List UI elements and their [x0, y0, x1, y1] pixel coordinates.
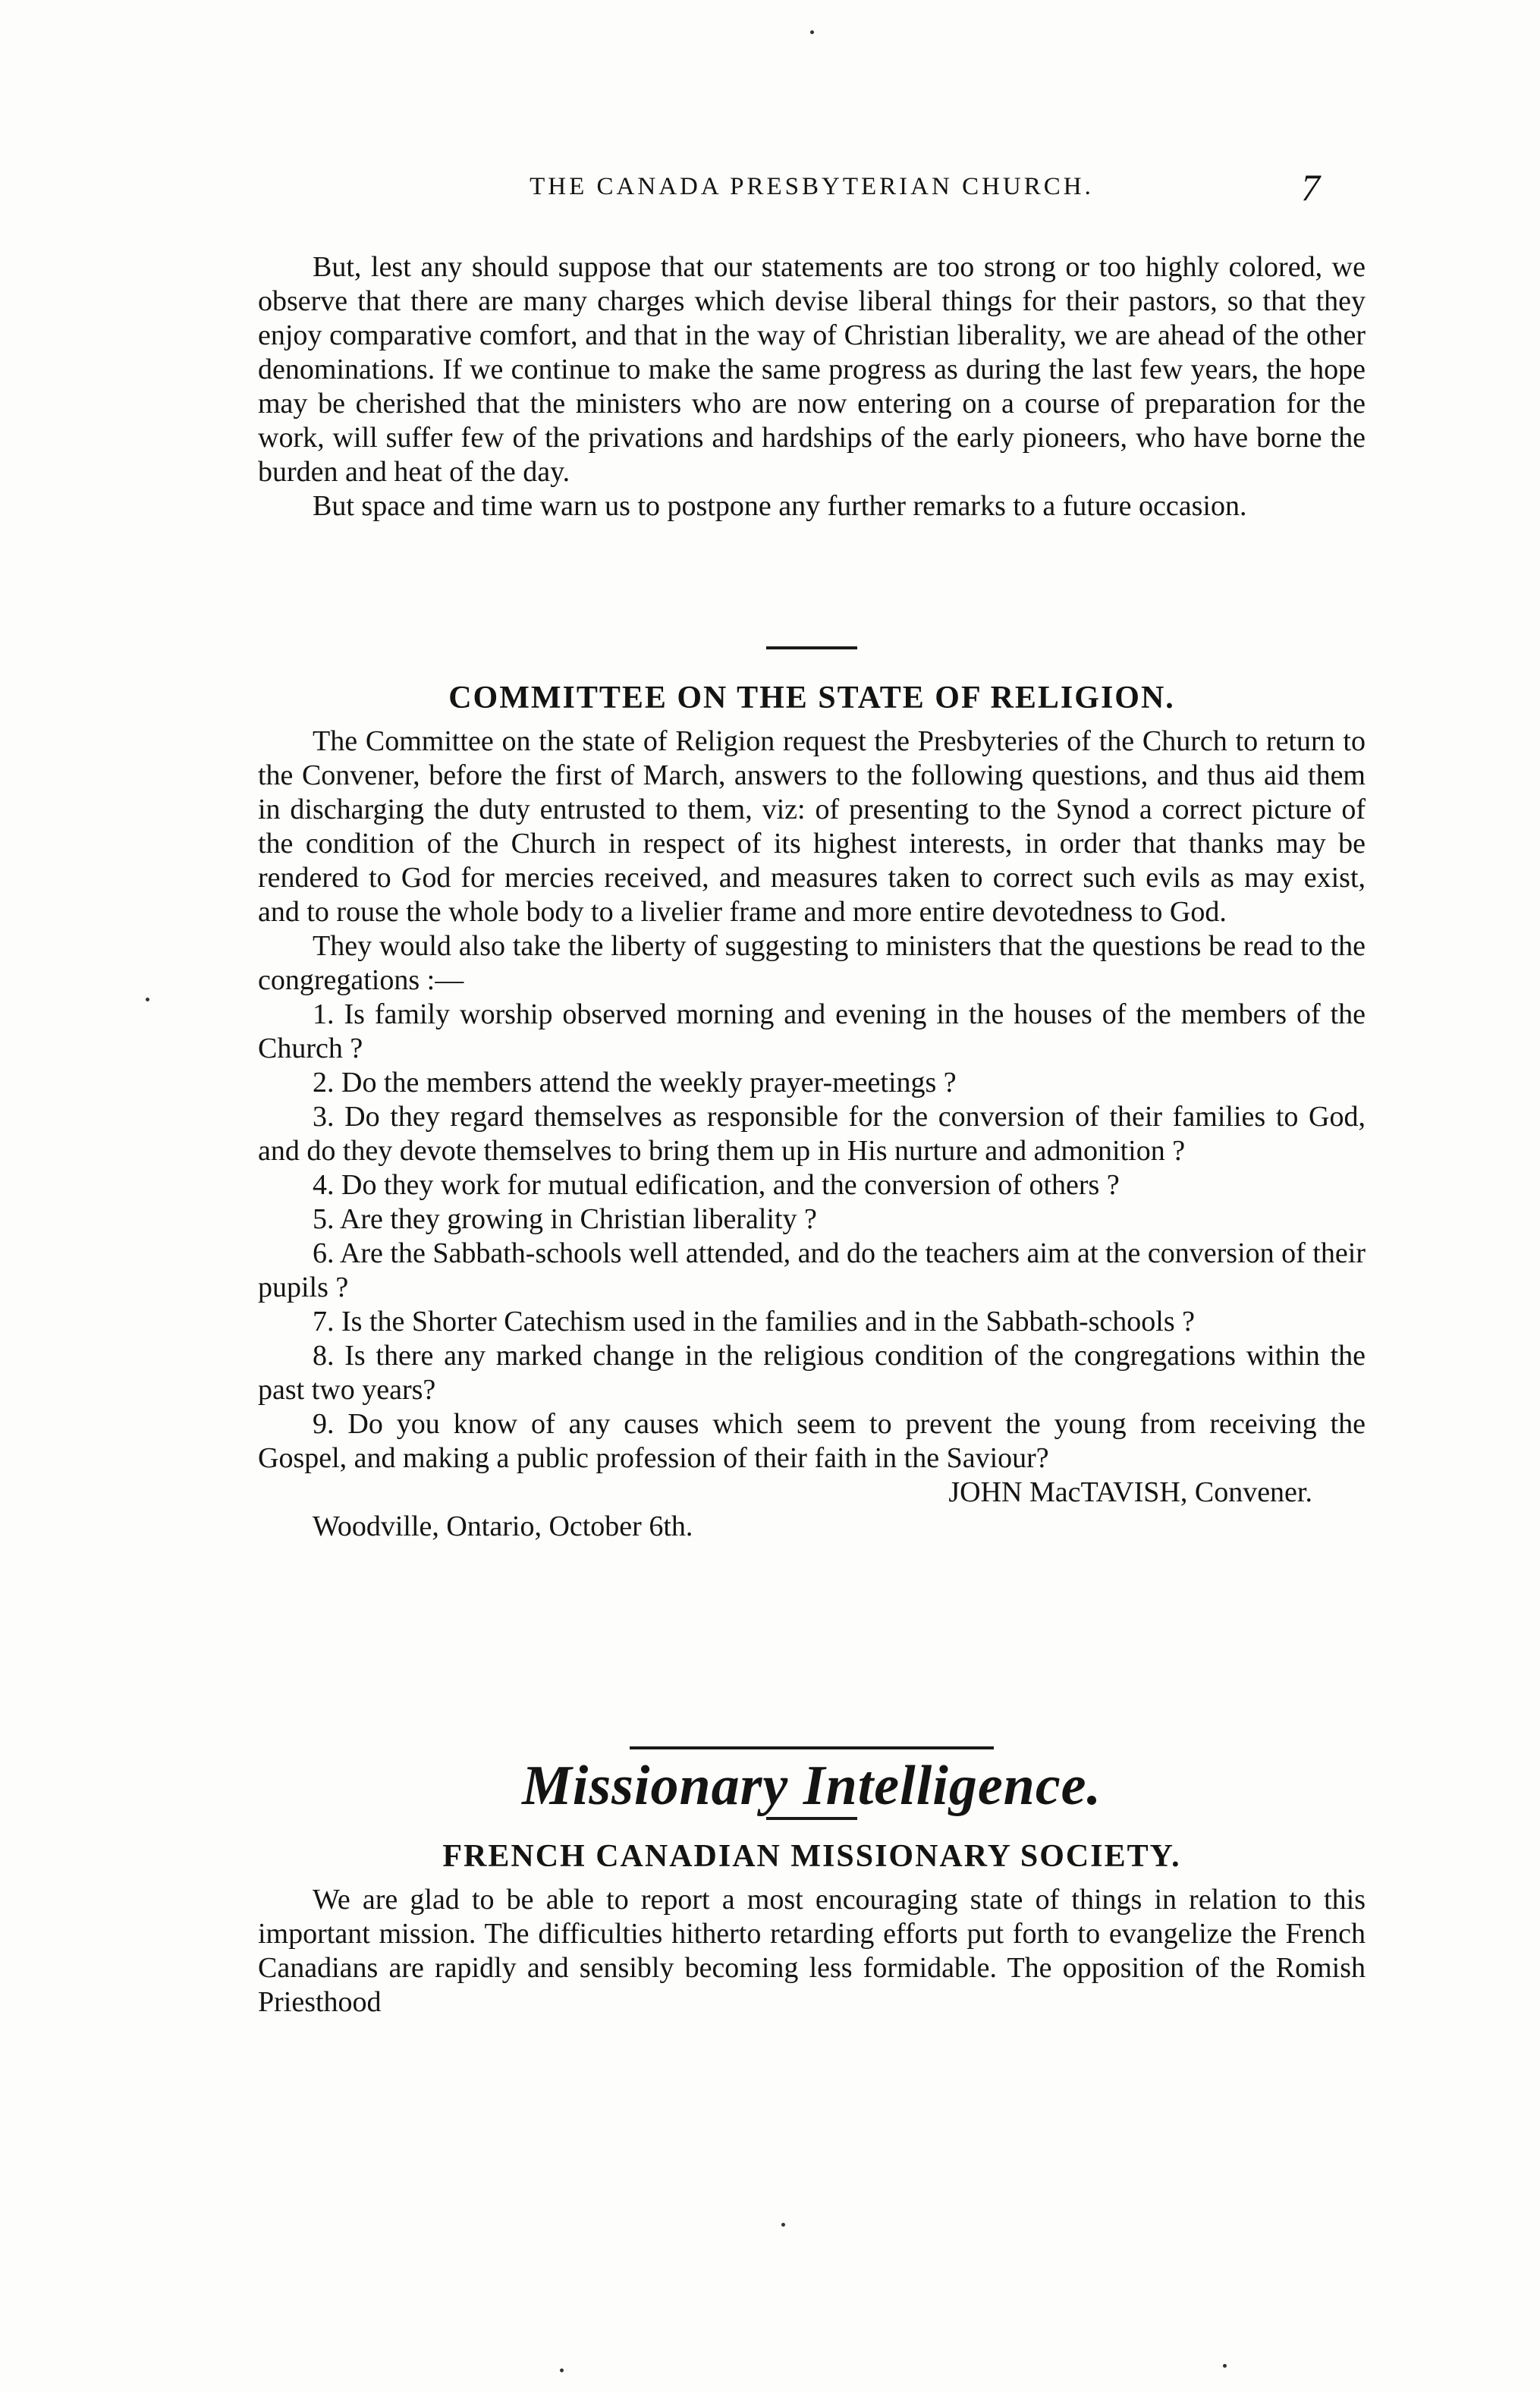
question-item: 9. Do you know of any causes which seem to prevent the young from receiving the Gospel, and making a public profession of their faith in the Saviour? — [258, 1408, 1366, 1474]
question-item: 4. Do they work for mutual edification, and the conversion of others ? — [313, 1169, 1120, 1201]
question-item: 6. Are the Sabbath-schools well attended, and do the teachers aim at the conversion of their pupils ? — [258, 1237, 1366, 1303]
committee-paragraph-1: The Committee on the state of Religion request the Presbyteries of the Church to return to the Convener, before the first of March, answers to the following questions, and thus aid them in discharging the duty entrusted to them, viz: of presenting to the Synod a correct picture of the condition of the Church in respect of its highest interests, in order that thanks may be rendered to God for mercies received, and measures taken to correct such evils as may exist, and to rouse the whole body to a livelier frame and more entire devotedness to God. — [258, 725, 1366, 928]
page-number: 7 — [1301, 166, 1320, 209]
missionary-title: Missionary Intelligence. — [521, 1755, 1102, 1817]
committee-heading: COMMITTEE ON THE STATE OF RELIGION. — [448, 681, 1175, 715]
missionary-heading: FRENCH CANADIAN MISSIONARY SOCIETY. — [442, 1839, 1181, 1874]
scan-speck — [810, 30, 814, 34]
question-item: 3. Do they regard themselves as responsible for the conversion of their families to God, and do they devote themselves to bring them up in His nurture and admonition ? — [258, 1101, 1366, 1167]
scan-speck — [1223, 2364, 1227, 2368]
intro-paragraph-1: But, lest any should suppose that our statements are too strong or too highly colored, we observe that there are many charges which devise liberal things for their pastors, so that they enjoy comparative comfort, and that in the way of Christian liberality, we are ahead of the other denominations. If we continue to make the same progress as during the last few years, the hope may be cherished that the ministers who are now entering on a course of preparation for the work, will suffer few of the privations and hardships of the early pioneers, who have borne the burden and heat of the day. — [258, 251, 1366, 488]
intro-section — [258, 250, 1366, 523]
signature: JOHN MacTAVISH, Convener. — [948, 1476, 1312, 1508]
question-item: 1. Is family worship observed morning and evening in the houses of the members of the Church ? — [258, 998, 1366, 1064]
scan-speck — [781, 2223, 785, 2227]
intro-paragraph-2: But space and time warn us to postpone any further remarks to a future occasion. — [313, 490, 1247, 522]
committee-section — [258, 646, 1366, 1544]
question-item: 7. Is the Shorter Catechism used in the families and in the Sabbath-schools ? — [313, 1306, 1195, 1337]
missionary-paragraph: We are glad to be able to report a most encouraging state of things in relation to this important mission. The difficulties hitherto retarding efforts put forth to evangelize the French Canadians are rapidly and sensibly becoming less formidable. The opposition of the Romish Priesthood — [258, 1884, 1366, 2018]
section-divider — [630, 1746, 994, 1749]
question-item: 8. Is there any marked change in the religious condition of the congregations within the past two years? — [258, 1340, 1366, 1406]
dateline: Woodville, Ontario, October 6th. — [313, 1510, 693, 1542]
committee-paragraph-2: They would also take the liberty of suggesting to ministers that the questions be read to the congregations :— — [258, 930, 1366, 996]
missionary-section — [258, 1746, 1366, 2020]
question-item: 2. Do the members attend the weekly prayer-meetings ? — [313, 1067, 957, 1099]
section-divider — [766, 1817, 857, 1820]
section-divider — [766, 646, 857, 649]
running-title: THE CANADA PRESBYTERIAN CHURCH. — [530, 173, 1094, 200]
scan-speck — [146, 998, 149, 1001]
scan-speck — [560, 2368, 564, 2372]
question-item: 5. Are they growing in Christian liberality ? — [313, 1203, 817, 1235]
